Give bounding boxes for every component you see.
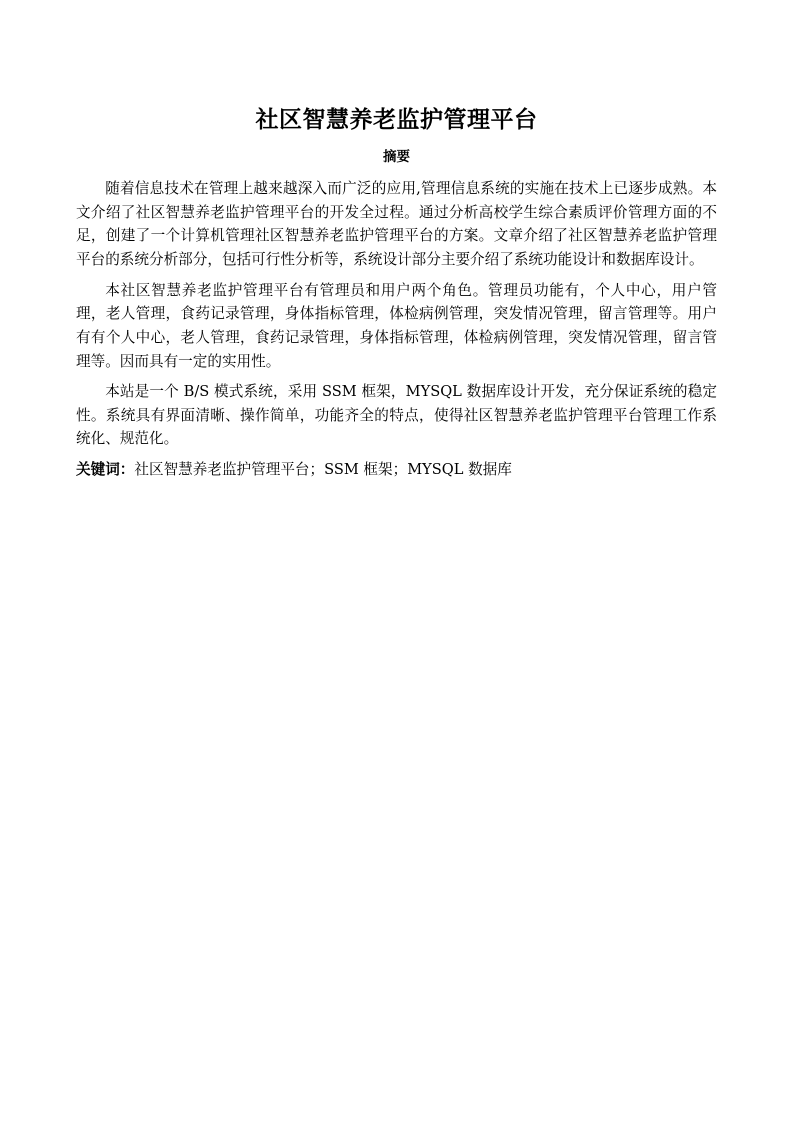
paragraph: 随着信息技术在管理上越来越深入而广泛的应用,管理信息系统的实施在技术上已逐步成熟。本文介绍了社区智慧养老监护管理平台的开发全过程。通过分析高校学生综合素质评价管理方面的不足，创建了一个计算机管理社区智慧养老监护管理平台的方案。文章介绍了社区智慧养老监护管理平台的系统分析部分，包括可行性分析等，系统设计部分主要介绍了系统功能设计和数据库设计。 bbox=[76, 180, 717, 268]
page-title: 社区智慧养老监护管理平台 bbox=[255, 107, 538, 133]
abstract-heading: 摘要 bbox=[383, 149, 410, 166]
keywords-value: 社区智慧养老监护管理平台；SSM 框架；MYSQL 数据库 bbox=[134, 461, 512, 479]
paragraph: 本社区智慧养老监护管理平台有管理员和用户两个角色。管理员功能有，个人中心，用户管理，老人管理，食药记录管理，身体指标管理，体检病例管理，突发情况管理，留言管理等。用户有有个人中心，老人管理，食药记录管理，身体指标管理，体检病例管理，突发情况管理，留言管理等。因而具有一定的实用性。 bbox=[76, 281, 717, 370]
paragraph: 本站是一个 B/S 模式系统，采用 SSM 框架，MYSQL 数据库设计开发，充分保证系统的稳定性。系统具有界面清晰、操作简单，功能齐全的特点，使得社区智慧养老监护管理平台管理工作系统化、规范化。 bbox=[76, 383, 717, 448]
keywords-line bbox=[76, 458, 717, 482]
abstract-body bbox=[76, 177, 717, 482]
keywords-label: 关键词： bbox=[76, 461, 135, 479]
